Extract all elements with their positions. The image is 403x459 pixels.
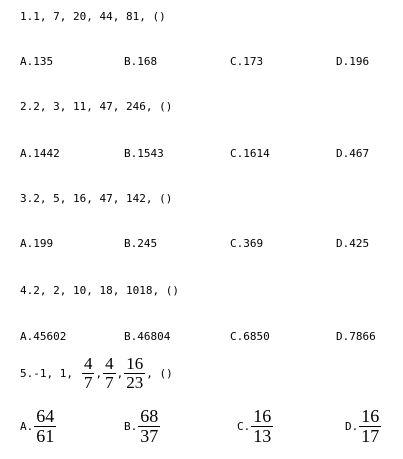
fraction-numerator: 64 — [36, 406, 55, 426]
question-1-option-c: C.173 — [230, 55, 264, 68]
option-fraction — [138, 407, 160, 446]
fraction-numerator: 4 — [83, 354, 93, 373]
option-label: C. — [237, 420, 251, 433]
question-3-stem: 3.2, 5, 16, 47, 142, () — [20, 192, 173, 205]
question-1-option-b: B.168 — [124, 55, 158, 68]
question-4-option-c: C.6850 — [230, 330, 270, 343]
option-fraction — [34, 407, 56, 446]
fraction-numerator: 68 — [140, 406, 159, 426]
fraction-numerator: 4 — [105, 354, 114, 373]
question-2-option-c: C.1614 — [230, 147, 270, 160]
question-5-option-b — [124, 407, 161, 446]
question-5-fraction-2 — [103, 355, 116, 392]
question-1-option-a: A.135 — [20, 55, 54, 68]
fraction-separator: , — [95, 367, 103, 380]
fraction-denominator: 13 — [253, 426, 272, 446]
fraction-denominator: 7 — [83, 373, 93, 392]
fraction-numerator: 16 — [253, 406, 272, 426]
question-3-option-a: A.199 — [20, 237, 54, 250]
question-2-stem: 2.2, 3, 11, 47, 246, () — [20, 100, 173, 113]
question-2-option-a: A.1442 — [20, 147, 60, 160]
question-1-stem: 1.1, 7, 20, 44, 81, () — [20, 10, 166, 23]
fraction-numerator: 16 — [361, 406, 380, 426]
question-3-option-c: C.369 — [230, 237, 264, 250]
question-2-option-b: B.1543 — [124, 147, 164, 160]
question-2-option-d: D.467 — [336, 147, 370, 160]
option-label: D. — [345, 420, 359, 433]
question-3-option-b: B.245 — [124, 237, 158, 250]
option-fraction — [251, 407, 273, 446]
question-5-prefix: 5.-1, 1, — [20, 367, 73, 380]
fraction-denominator: 17 — [361, 426, 380, 446]
fraction-numerator: 16 — [126, 354, 144, 373]
question-5-option-c — [237, 407, 274, 446]
option-label: A. — [20, 420, 34, 433]
fraction-separator: , — [116, 367, 124, 380]
question-3-option-d: D.425 — [336, 237, 370, 250]
option-fraction — [359, 407, 381, 446]
question-4-stem: 4.2, 2, 10, 18, 1018, () — [20, 284, 179, 297]
question-5-fraction-3 — [124, 355, 145, 392]
fraction-denominator: 61 — [36, 426, 55, 446]
fraction-denominator: 7 — [105, 373, 114, 392]
fraction-denominator: 23 — [126, 373, 144, 392]
question-5-fraction-1 — [82, 355, 95, 392]
question-4-option-a: A.45602 — [20, 330, 67, 343]
question-5-suffix: , () — [146, 367, 173, 380]
question-4-option-d: D.7866 — [336, 330, 376, 343]
option-label: B. — [124, 420, 138, 433]
question-5-option-a — [20, 407, 57, 446]
question-4-option-b: B.46804 — [124, 330, 171, 343]
question-5-stem — [20, 355, 173, 392]
question-1-option-d: D.196 — [336, 55, 370, 68]
question-5-option-d — [345, 407, 382, 446]
fraction-denominator: 37 — [140, 426, 159, 446]
